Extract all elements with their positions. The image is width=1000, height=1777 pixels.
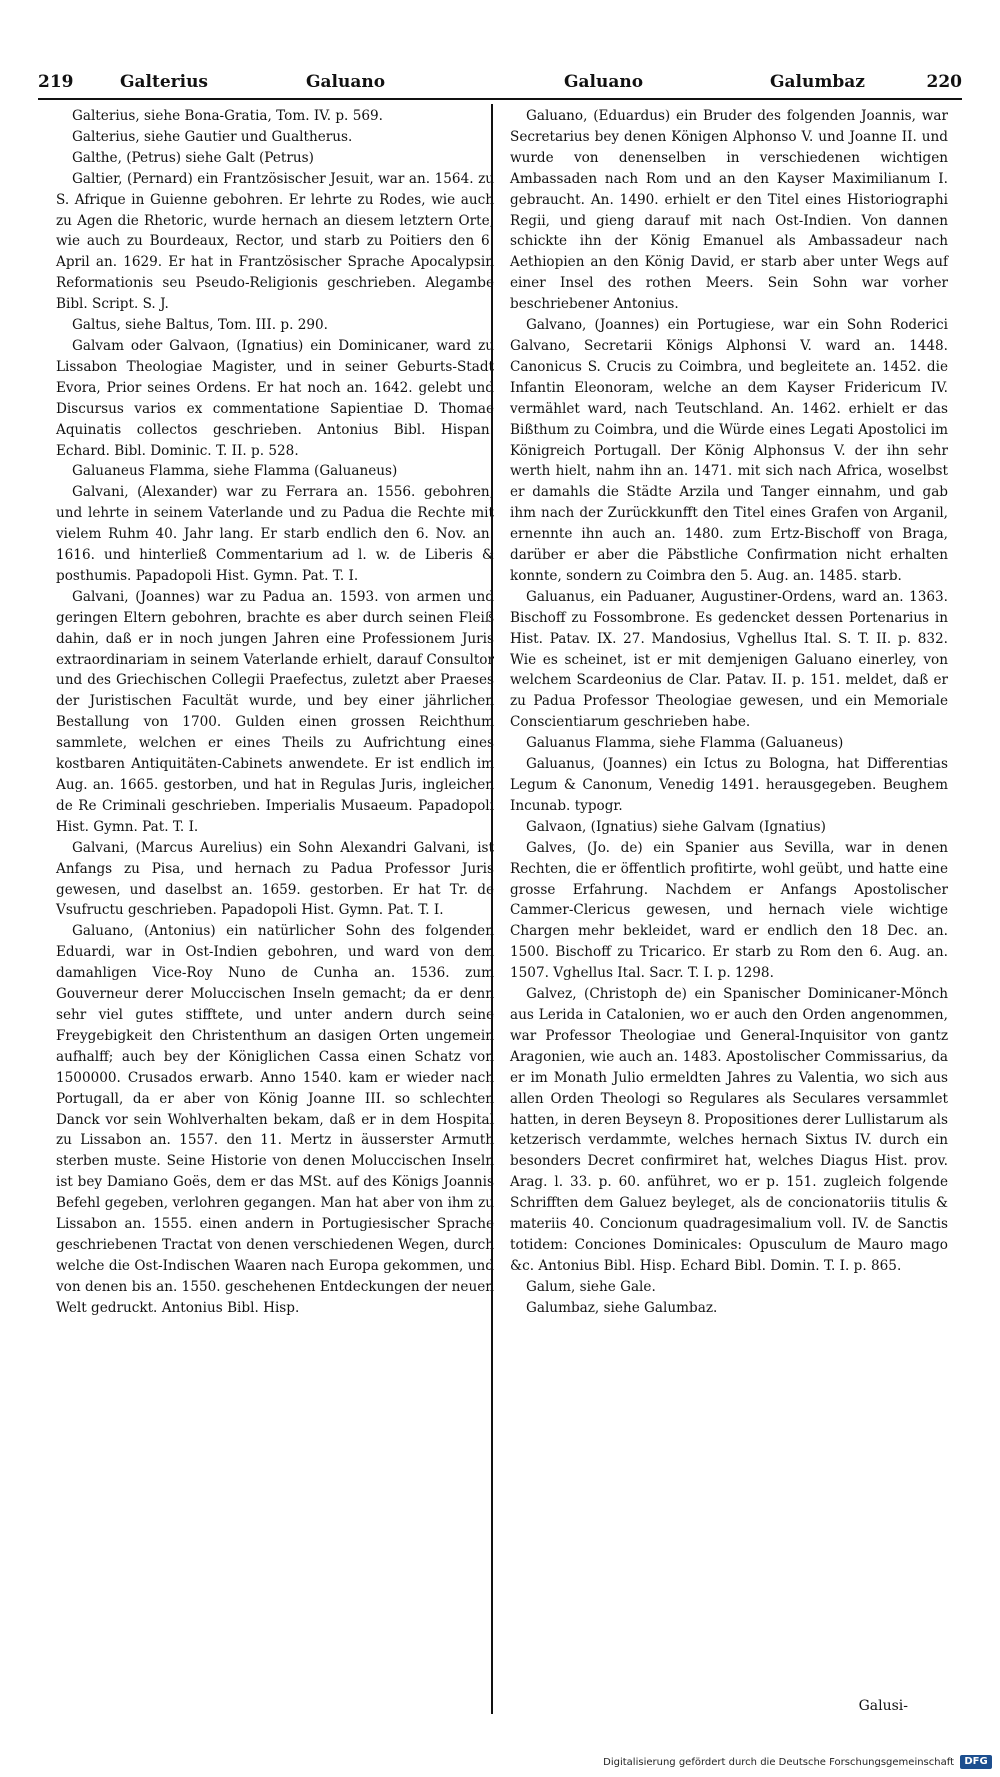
entry: Galumbaz, siehe Galumbaz. [526, 1299, 718, 1316]
book-page [38, 60, 962, 1760]
entry: Galvam oder Galvaon, (Ignatius) ein Dominicaner, ward zu Lissabon Theologiae Magister, und in seiner Geburts-Stadt Evora, Prior seines Ordens. Er hat noch an. 1642. gelebt und Discursus varios ex commentatione Sapientiae D. Thomae Aquinatis collectos geschrieben. Antonius Bibl. Hispan. Echard. Bibl. Dominic. T. II. p. 528. [56, 337, 494, 459]
right-column [510, 106, 948, 1319]
running-header [38, 60, 962, 98]
header-catch-3: Galuano [564, 72, 644, 92]
entry: Galvez, (Christoph de) ein Spanischer Dominicaner-Mönch aus Lerida in Catalonien, wo er auch den Orden angenommen, war Professor Theologiae und General-Inquisitor von gantz Aragonien, wie auch an. 1483. Apostolischer Commissarius, da er im Monath Julio ermeldten Jahres zu Valentia, wo sich aus allen Orden Theologi so Regulares als Seculares versammlet hatten, in deren Beyseyn 8. Propositiones derer Lullistarum als ketzerisch verdammte, welches hernach Sixtus IV. durch ein besonders Decret confirmiret hat, welches Diagus Hist. prov. Arag. l. 33. p. 60. anführet, wo er p. 151. zugleich folgende Schrifften dem Galuez beyleget, als de concionatoriis titulis & materiis 40. Concionum quadragesimalium voll. IV. de Sanctis totidem: Conciones Dominicales: Opusculum de Mauro mago &c. Antonius Bibl. Hisp. Echard Bibl. Domin. T. I. p. 865. [510, 986, 948, 1274]
page-number-right: 220 [926, 72, 962, 92]
entry: Galvaon, (Ignatius) siehe Galvam (Ignatius) [526, 818, 826, 835]
entry: Galterius, siehe Bona-Gratia, Tom. IV. p. 569. [72, 108, 383, 124]
column-divider [491, 104, 493, 1714]
entry: Galuanus Flamma, siehe Flamma (Galuaneus) [526, 735, 844, 752]
header-catch-4: Galumbaz [770, 72, 865, 92]
dfg-logo: DFG [960, 1755, 992, 1769]
entry: Galvani, (Joannes) war zu Padua an. 1593. von armen und geringen Eltern gebohren, brachte es aber durch seinen Fleiß dahin, daß er in noch jungen Jahren eine Professionem Juris extraordinariam in seinem Vaterlande erhielt, darauf Consultor und des Griechischen Collegii Praefectus, zuletzt aber Praeses der Juristischen Facultät wurde, und bey einer jährlichen Bestallung von 1700. Gulden einen grossen Reichthum sammlete, welchen er eines Theils zu Aufrichtung eines kostbaren Antiquitäten-Cabinets anwendete. Er ist endlich im Aug. an. 1665. gestorben, und hat in Regulas Juris, ingleichen de Re Criminali geschrieben. Imperialis Musaeum. Papadopoli Hist. Gymn. Pat. T. I. [56, 588, 494, 835]
entry: Galvani, (Marcus Aurelius) ein Sohn Alexandri Galvani, ist Anfangs zu Pisa, und hernach zu Padua Professor Juris gewesen, und daselbst an. 1659. gestorben. Er hat Tr. de Vsufructu geschrieben. Papadopoli Hist. Gymn. Pat. T. I. [56, 839, 494, 919]
left-column [56, 106, 494, 1319]
header-rule [38, 98, 962, 100]
header-catch-1: Galterius [120, 72, 209, 92]
entry: Galterius, siehe Gautier und Gualtherus. [72, 128, 353, 145]
entry: Galuaneus Flamma, siehe Flamma (Galuaneus) [72, 463, 398, 480]
entry: Galves, (Jo. de) ein Spanier aus Sevilla, war in denen Rechten, die er öffentlich profitirte, wohl geübt, und hatte eine grosse Erfahrung. Nachdem er Anfangs Apostolischer Cammer-Clericus gewesen, und hernach viele wichtige Chargen mehr bekleidet, ward er endlich den 18 Dec. an. 1500. Bischoff zu Tricarico. Er starb zu Rom den 6. Aug. an. 1507. Vghellus Ital. Sacr. T. I. p. 1298. [510, 839, 948, 982]
entry: Galtier, (Pernard) ein Frantzösischer Jesuit, war an. 1564. zu S. Afrique in Guienne gebohren. Er lehrte zu Rodes, wie auch zu Agen die Rhetoric, wurde hernach an diesem letztern Orte, wie auch zu Bourdeaux, Rector, und starb zu Poitiers den 6. April an. 1629. Er hat in Frantzösischer Sprache Apocalypsin Reformationis seu Pseudo-Religionis geschrieben. Alegambe Bibl. Script. S. J. [56, 170, 494, 313]
entry: Galum, siehe Gale. [526, 1278, 656, 1295]
entry: Galuanus, ein Paduaner, Augustiner-Ordens, ward an. 1363. Bischoff zu Fossombrone. Es gedencket dessen Portenarius in Hist. Patav. IX. 27. Mandosius, Vghellus Ital. S. T. II. p. 832. Wie es scheinet, ist er mit demjenigen Galuano einerley, von welchem Scardeonius de Clar. Patav. II. p. 151. meldet, daß er zu Padua Professor Theologiae gewesen, und ein Memoriale Conscientiarum geschrieben habe. [510, 588, 948, 731]
page-number-left: 219 [38, 72, 74, 92]
digitization-credit [0, 1752, 1000, 1774]
catchword: Galusi- [858, 1698, 908, 1714]
entry: Galthe, (Petrus) siehe Galt (Petrus) [72, 149, 314, 166]
entry: Galuanus, (Joannes) ein Ictus zu Bologna, hat Differentias Legum & Canonum, Venedig 1491. herausgegeben. Beughem Incunab. typogr. [510, 756, 948, 814]
entry: Galvani, (Alexander) war zu Ferrara an. 1556. gebohren, und lehrte in seinem Vaterlande und zu Padua die Rechte mit vielem Ruhm 40. Jahr lang. Er starb endlich den 6. Nov. an. 1616. und hinterließ Commentarium ad l. w. de Liberis & posthumis. Papadopoli Hist. Gymn. Pat. T. I. [56, 484, 494, 584]
entry: Galuano, (Antonius) ein natürlicher Sohn des folgenden Eduardi, war in Ost-Indien gebohren, und ward von dem damahligen Vice-Roy Nuno de Cunha an. 1536. zum Gouverneur derer Moluccischen Inseln gemacht; da er denn sehr viel gutes stifftete, und unter andern durch seine Freygebigkeit den Christenthum an dasigen Orten ungemein aufhalff; auch bey der Königlichen Cassa einen Schatz von 1500000. Crusados erwarb. Anno 1540. kam er wieder nach Portugall, da er aber von König Joanne III. so schlechten Danck vor sein Wohlverhalten bekam, daß er in dem Hospital zu Lissabon an. 1557. den 11. Mertz in äusserster Armuth sterben muste. Seine Historie von denen Moluccischen Inseln ist bey Damiano Goës, dem er das MSt. auf des Königs Joannis Befehl gegeben, verlohren gegangen. Man hat aber von ihm zu Lissabon an. 1555. einen andern in Portugiesischer Sprache geschriebenen Tractat von denen verschiedenen Wegen, durch welche die Ost-Indischen Waaren nach Europa gekommen, und von denen bis an. 1550. geschehenen Entdeckungen der neuen Welt gedruckt. Antonius Bibl. Hisp. [56, 923, 494, 1316]
entry: Galvano, (Joannes) ein Portugiese, war ein Sohn Roderici Galvano, Secretarii Königs Alphonsi V. ward an. 1448. Canonicus S. Crucis zu Coimbra, und begleitete an. 1452. die Infantin Eleonoram, welche an dem Kayser Fridericum IV. vermählet ward, nach Teutschland. An. 1462. erhielt er das Bißthum zu Coimbra, und die Würde eines Legati Apostolici im Königreich Portugall. Der König Alphonsus V. der ihn sehr werth hielt, nahm ihn an. 1471. mit sich nach Africa, woselbst er damahls die Städte Arzila und Tanger einnahm, und gab ihm nach der Zurückkunfft den Titel eines Grafen von Arganil, ernennte ihn auch an. 1480. zum Ertz-Bischoff von Braga, darüber er aber die Päbstliche Confirmation nicht erhalten konnte, sondern zu Coimbra den 5. Aug. an. 1485. starb. [510, 317, 948, 584]
header-catch-2: Galuano [306, 72, 386, 92]
credit-text: Digitalisierung gefördert durch die Deutsche Forschungsgemeinschaft [603, 1757, 954, 1768]
entry: Galtus, siehe Baltus, Tom. III. p. 290. [72, 317, 329, 334]
entry: Galuano, (Eduardus) ein Bruder des folgenden Joannis, war Secretarius bey denen Königen Alphonso V. und Joanne II. und wurde von denenselben in verschiedenen wichtigen Ambassaden nach Rom und an den Kayser Maximilianum I. gebraucht. An. 1490. erhielt er den Titel eines Historiographi Regii, und gieng darauf mit nach Ost-Indien. Von dannen schickte ihn der König Emanuel als Ambassadeur nach Aethiopien an den König David, er starb aber unter Wegs auf einer Insel des rothen Meers. Sein Sohn war vorher beschriebener Antonius. [510, 108, 948, 313]
